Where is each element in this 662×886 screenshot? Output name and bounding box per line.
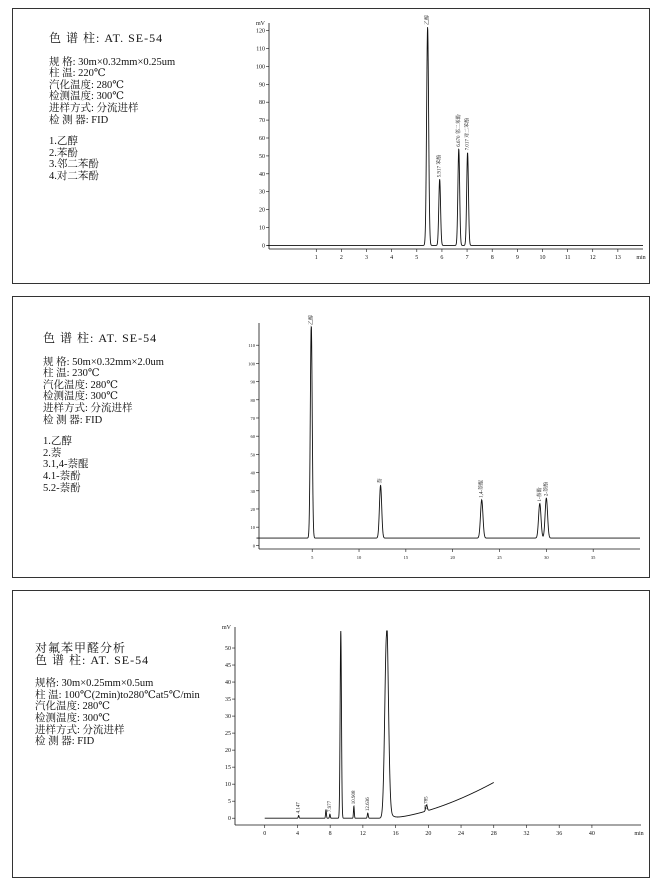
- spec-line: 规 格: 50m×0.32mm×2.0um: [43, 356, 164, 368]
- chromatogram-panel-1: [12, 8, 650, 284]
- column-title: 色 谱 柱: AT. SE-54: [35, 652, 150, 667]
- peak-list-item: 1.乙醇: [43, 436, 72, 448]
- y-tick-label: 40: [225, 680, 231, 687]
- x-tick-label: 20: [450, 555, 455, 560]
- peak-list-item: 2.苯酚: [49, 147, 78, 159]
- spec-line: 汽化温度: 280℃: [35, 701, 111, 713]
- x-tick-label: 0: [263, 831, 267, 837]
- spec-line: 柱 温: 230℃: [43, 368, 100, 380]
- spec-line: 进样方式: 分流进样: [35, 724, 125, 736]
- y-tick-label: 110: [256, 46, 265, 53]
- chromatogram-trace: [267, 27, 643, 245]
- spec-line: 进样方式: 分流进样: [43, 402, 133, 414]
- peak-list-item: 3.邻二苯酚: [49, 159, 99, 171]
- peak-list-item: 1.乙醇: [49, 136, 78, 148]
- y-tick-label: 40: [250, 470, 255, 476]
- y-tick-label: 30: [259, 189, 265, 196]
- y-tick-label: 10: [259, 225, 265, 232]
- peak-label: 5.917 苯酚: [437, 154, 443, 178]
- peak-label: 乙醇: [309, 314, 315, 325]
- y-tick-label: 15: [225, 765, 231, 772]
- x-tick-label: 30: [544, 555, 549, 560]
- chromatogram-trace: [265, 631, 494, 818]
- chromatogram-panel-3: [12, 590, 650, 878]
- x-tick-label: 24: [458, 831, 465, 837]
- y-axis-label: mV: [222, 625, 231, 631]
- y-tick-label: 0: [228, 816, 231, 823]
- y-tick-label: 50: [250, 452, 255, 458]
- x-tick-label: 5: [415, 255, 419, 261]
- y-tick-label: 60: [259, 136, 265, 142]
- chromatogram-trace: [256, 327, 640, 538]
- x-axis-label: min: [636, 255, 646, 261]
- y-tick-label: 20: [250, 506, 255, 512]
- y-tick-label: 100: [248, 361, 255, 367]
- y-tick-label: 70: [259, 118, 265, 125]
- spec-line: 检测温度: 300℃: [43, 391, 119, 403]
- x-tick-label: 6: [440, 255, 444, 261]
- y-tick-label: 35: [225, 697, 231, 704]
- peak-label: 2-萘酚: [544, 481, 550, 497]
- spec-line: 检 测 器: FID: [49, 114, 109, 126]
- y-tick-label: 0: [252, 543, 255, 549]
- x-axis-label: min: [634, 831, 644, 837]
- x-tick-label: 25: [497, 555, 502, 560]
- y-tick-label: 5: [228, 799, 231, 806]
- y-axis-label: mV: [256, 21, 265, 27]
- peak-list-item: 4.1-萘酚: [43, 470, 81, 482]
- peak-label: 乙醇: [425, 14, 431, 25]
- spec-line: 进样方式: 分流进样: [49, 102, 139, 114]
- peak-label: 1,4-萘醌: [479, 479, 485, 498]
- x-tick-label: 4: [295, 831, 299, 837]
- y-tick-label: 20: [259, 207, 265, 214]
- y-tick-label: 110: [248, 343, 255, 349]
- plot-area: [222, 625, 644, 837]
- peak-label: 7.017 对二苯酚: [465, 117, 471, 151]
- spec-line: 规格: 30m×0.25mm×0.5um: [35, 678, 154, 690]
- spec-line: 柱 温: 100℃(2min)to280℃at5℃/min: [35, 689, 200, 701]
- x-tick-label: 11: [564, 255, 571, 261]
- x-tick-label: 35: [590, 555, 596, 560]
- x-tick-label: 7: [465, 255, 469, 261]
- x-tick-label: 20: [425, 831, 432, 837]
- x-tick-label: 40: [588, 831, 595, 837]
- y-tick-label: 70: [250, 415, 255, 421]
- y-tick-label: 50: [259, 153, 265, 160]
- chromatogram-chart-2: [13, 297, 649, 577]
- y-tick-label: 25: [225, 731, 231, 738]
- y-tick-label: 10: [250, 525, 255, 531]
- plot-area: [248, 315, 640, 560]
- y-tick-label: 50: [225, 646, 231, 653]
- x-tick-label: 8: [328, 831, 332, 837]
- y-tick-label: 0: [262, 243, 265, 250]
- chromatogram-panel-2: [12, 296, 650, 578]
- spec-line: 检 测 器: FID: [35, 736, 95, 748]
- x-tick-label: 16: [392, 831, 399, 837]
- y-tick-label: 90: [259, 82, 265, 89]
- x-tick-label: 4: [390, 255, 394, 261]
- y-tick-label: 100: [256, 64, 265, 71]
- column-title: 色 谱 柱: AT. SE-54: [49, 31, 164, 45]
- x-tick-label: 1: [314, 255, 318, 261]
- x-tick-label: 28: [490, 831, 497, 837]
- peak-list-item: 4.对二苯酚: [49, 170, 99, 182]
- peak-list-item: 5.2-萘酚: [43, 482, 81, 494]
- y-tick-label: 40: [259, 171, 265, 178]
- y-tick-label: 80: [250, 397, 255, 403]
- x-tick-label: 3: [365, 255, 369, 261]
- y-tick-label: 30: [250, 488, 255, 494]
- spec-line: 检测温度: 300℃: [49, 91, 125, 103]
- analysis-heading: 对氟苯甲醛分析: [35, 641, 127, 655]
- y-tick-label: 120: [256, 28, 265, 35]
- spec-line: 规 格: 30m×0.32mm×0.25um: [49, 56, 176, 68]
- y-tick-label: 30: [225, 714, 231, 721]
- plot-area: [256, 15, 646, 261]
- x-tick-label: 9: [515, 255, 519, 261]
- x-tick-label: 13: [614, 255, 621, 261]
- x-tick-label: 2: [339, 255, 343, 261]
- x-tick-label: 32: [523, 831, 530, 837]
- peak-label: 萘: [378, 478, 384, 484]
- x-tick-label: 10: [539, 255, 546, 261]
- y-tick-label: 90: [250, 379, 255, 385]
- x-tick-label: 36: [556, 831, 563, 837]
- peak-label: 12.636: [365, 797, 371, 812]
- x-tick-label: 12: [589, 255, 596, 261]
- spec-line: 检测温度: 300℃: [35, 712, 111, 724]
- spec-line: 检 测 器: FID: [43, 414, 103, 426]
- peak-label: 10.908: [351, 790, 357, 805]
- column-title: 色 谱 柱: AT. SE-54: [43, 331, 158, 345]
- x-tick-label: 5: [311, 555, 314, 560]
- spec-line: 汽化温度: 280℃: [43, 379, 119, 391]
- peak-label: 7.977: [327, 800, 333, 813]
- y-tick-label: 45: [225, 663, 231, 670]
- x-tick-label: 10: [356, 555, 362, 560]
- peak-list-item: 2.萘: [43, 447, 62, 459]
- peak-label: 6.670 邻二苯酚: [456, 114, 462, 147]
- x-tick-label: 12: [359, 831, 366, 837]
- y-tick-label: 10: [225, 782, 231, 789]
- y-tick-label: 80: [259, 100, 265, 107]
- y-tick-label: 60: [250, 434, 255, 440]
- x-tick-label: 15: [403, 555, 409, 560]
- chromatogram-chart-3: [13, 591, 649, 877]
- spec-line: 柱 温: 220℃: [49, 68, 106, 80]
- peak-label: 1-萘酚: [537, 487, 543, 502]
- spec-line: 汽化温度: 280℃: [49, 79, 125, 91]
- chromatogram-chart-1: [13, 9, 649, 283]
- peak-label: 19.785: [424, 796, 430, 811]
- x-tick-label: 8: [490, 255, 494, 261]
- y-tick-label: 20: [225, 748, 231, 755]
- peak-list-item: 3.1,4-萘醌: [43, 459, 89, 471]
- peak-label: 4.147: [296, 802, 302, 814]
